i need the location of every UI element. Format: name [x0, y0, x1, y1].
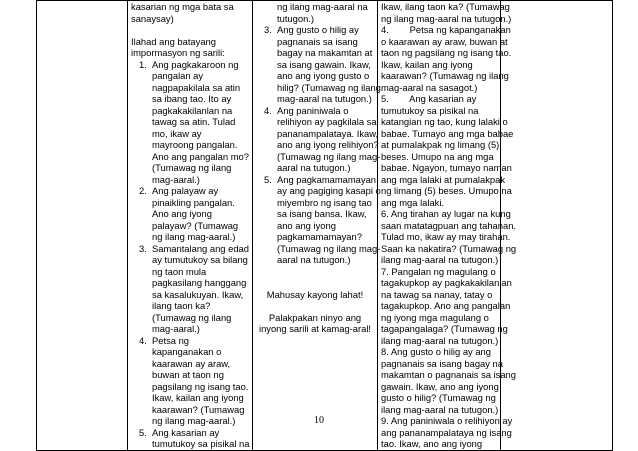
list-line: mayroong pangalan.: [152, 139, 238, 150]
paragraph-line: gusto o hilig? (Tumawag ng: [381, 392, 496, 403]
paragraph-line: Ikaw, ilang taon ka? (Tumawag: [381, 1, 510, 12]
list-line: kaarawan? (Tumawag: [152, 403, 245, 415]
list-line: sa ibang tao. Ito ay: [152, 93, 232, 104]
list-line: ano ang iyong: [277, 219, 336, 231]
list-item-3: 3. Ang gusto o hilig ay: [264, 24, 374, 36]
paragraph-line: babae. Ngayon, tumayo naman: [381, 162, 512, 173]
praise-text: Mahusay kayong lahat!: [266, 288, 364, 300]
list-line: buwan at taon ng: [152, 369, 224, 380]
paragraph-line: katangian ng tao, kung lalaki o: [381, 116, 508, 127]
intro-line: sanaysay): [131, 12, 174, 24]
paragraph-line: tagakupkop. Ano ang pangalan: [381, 300, 511, 311]
paragraph-line: Ikaw, kailan ang iyong: [381, 58, 473, 70]
list-line: ng ilang mag-aaral.): [152, 415, 236, 426]
paragraph-line: beses. Umupo na ang mga: [381, 150, 494, 162]
list-line: (Tumawag ng ilang: [152, 311, 232, 323]
paragraph-line: tumutukoy sa pisikal na: [381, 104, 479, 116]
list-item-5: 5. Ang pagkamamamayan: [264, 174, 374, 186]
paragraph-line: 9. Ang paniniwala o relihiyon ay: [381, 415, 513, 426]
paragraph-line: tao. Ikaw, ano ang iyong: [381, 438, 483, 449]
list-line: pagnanais sa isang: [277, 35, 358, 47]
paragraph-line: ang mga lalaki at pumalakpak: [381, 173, 506, 185]
section-heading: impormasyon ng sarili:: [131, 47, 225, 58]
paragraph-line: ng ilang mag-aaral na tutugon.): [381, 12, 512, 24]
column-2-cell: [128, 1, 253, 451]
paragraph-line: 4. Petsa ng kapanganakan: [381, 24, 511, 35]
paragraph-line: 8. Ang gusto o hilig ay ang: [381, 346, 491, 357]
list-line: ng ilang mag-aaral.): [152, 231, 236, 242]
paragraph-line: pagnanais sa isang bagay na: [381, 357, 503, 369]
paragraph-line: 5. Ang kasarian ay: [381, 93, 477, 104]
list-line: (Tumawag ng ilang: [152, 162, 232, 173]
paragraph-line: ilang mag-aaral na tutugon.): [381, 403, 499, 415]
paragraph-line: gawain. Ikaw, ano ang iyong: [381, 380, 499, 392]
paragraph-line: at pumalakpak ng limang (5): [381, 139, 500, 150]
list-line: pinaikling pangalan.: [152, 196, 235, 208]
list-line: pagkakakilanlan na: [152, 104, 233, 116]
list-line: pagkamamamayan?: [277, 231, 362, 242]
list-line: mag-aaral.): [152, 323, 200, 334]
list-line: ay ang pagiging kasapi o: [277, 185, 381, 196]
list-line: (Tumawag ng ilang mag-: [277, 150, 381, 162]
list-line: Ano ang pangalan mo?: [152, 150, 249, 162]
list-line: tumutukoy sa pisikal na: [152, 438, 250, 449]
applause-text: Palakpakan ninyo ang: [268, 311, 362, 323]
paragraph-line: ang mga lalaki.: [381, 196, 445, 208]
list-item-5: 5. Ang kasarian ay: [139, 427, 249, 439]
paragraph-line: ng iyong mga magulang o: [381, 311, 489, 323]
list-line: pananampalataya. Ikaw,: [277, 127, 379, 139]
column-4-cell: [378, 1, 517, 451]
paragraph-line: babae. Tumayo ang mga babae: [381, 127, 514, 139]
list-line: tawag sa atin. Tulad: [152, 116, 236, 127]
paragraph-line: taon ng pagsilang ng isang tao.: [381, 47, 512, 58]
list-item-2: 2. Ang palayaw ay: [139, 185, 249, 197]
list-line: ng taon mula: [152, 265, 207, 277]
list-line: relihiyon ay pagkilala sa: [277, 116, 377, 127]
paragraph-line: ilang mag-aaral na tutugon.): [381, 254, 499, 265]
paragraph-line: mag-aaral na sasagot.): [381, 81, 478, 93]
list-line: bagay na makamtan at: [277, 47, 373, 58]
paragraph-line: makamtan o pagnanais sa isang: [381, 369, 516, 380]
paragraph-line: Tulad mo, ikaw ay may tirahan.: [381, 231, 511, 242]
list-line: Ikaw, kailan ang iyong: [152, 392, 244, 403]
list-line: Ano ang iyong: [152, 208, 212, 219]
list-line: ilang taon ka?: [152, 300, 211, 311]
list-line: palayaw? (Tumawag: [152, 219, 239, 231]
column-5-cell: [501, 1, 613, 451]
list-line: sa kasalukuyan. Ikaw,: [152, 288, 244, 300]
list-line: tutugon.): [277, 12, 315, 24]
list-line: ano ang iyong gusto o: [277, 70, 370, 81]
list-line: sa isang bansa. Ikaw,: [277, 208, 367, 219]
column-1-cell: [37, 1, 128, 451]
list-item-4: 4. Petsa ng: [139, 335, 249, 347]
column-3-cell: [253, 1, 381, 451]
lesson-table: [36, 0, 613, 451]
table-row: [37, 1, 613, 451]
intro-line: kasarian ng mga bata sa: [131, 1, 234, 12]
list-line: pagkasilang hanggang: [152, 277, 247, 288]
paragraph-line: Saan ka nakatira? (Tumawag ng: [381, 242, 517, 254]
paragraph-line: 7. Pangalan ng magulang o: [381, 265, 496, 277]
paragraph-line: 6. Ang tirahan ay lugar na kung: [381, 208, 511, 219]
list-line: miyembro ng isang tao: [277, 196, 372, 208]
applause-text: inyong sarili at kamag-aral!: [258, 323, 372, 334]
list-line: ay tumutukoy sa bilang: [152, 254, 248, 265]
list-line: aaral na tutugon.): [277, 162, 351, 173]
paragraph-line: kaarawan? (Tumawag ng ilang: [381, 70, 509, 81]
paragraph-line: o kaarawan ay araw, buwan at: [381, 35, 508, 47]
numbered-list: [131, 59, 249, 450]
page-number: 10: [314, 415, 324, 426]
list-item-4: 4. Ang paniniwala o: [264, 105, 374, 117]
list-item-1: 1. Ang pagkakaroon ng: [139, 59, 249, 71]
list-line: ano ang iyong relihiyon?: [277, 139, 379, 150]
list-line: mag-aaral na tutugon.): [277, 93, 372, 104]
paragraph-line: saan matatagpuan ang tahanan.: [381, 219, 517, 231]
list-line: pagsilang ng isang tao.: [152, 380, 249, 392]
paragraph-line: na tawag sa nanay, tatay o: [381, 288, 493, 300]
list-line: mo, ikaw ay: [152, 127, 202, 139]
paragraph-line: ilang mag-aaral na tutugon.): [381, 334, 499, 346]
section-heading: Ilahad ang batayang: [131, 35, 216, 47]
paragraph-line: tagakupkop ay pagkakakilanlan: [381, 277, 512, 288]
list-line: kapanganakan o: [152, 346, 222, 357]
list-line: kaarawan ay araw,: [152, 357, 231, 369]
paragraph-line: tagapangalaga? (Tumawag ng: [381, 323, 508, 334]
numbered-list: [256, 1, 381, 266]
list-line: sa isang gawain. Ikaw,: [277, 58, 371, 70]
list-line: nagpapakilala sa atin: [152, 81, 241, 93]
paragraph-line: ng limang (5) beses. Umupo na: [381, 185, 512, 196]
list-item-3: 3. Samantalang ang edad: [139, 243, 249, 255]
list-line: hilig? (Tumawag ng ilang: [277, 81, 381, 93]
list-line: mag-aaral.): [152, 173, 200, 185]
list-line: ng ilang mag-aaral na: [277, 1, 368, 12]
paragraph-line: ang pananampalataya ng isang: [381, 426, 512, 438]
list-line: (Tumawag ng ilang mag-: [277, 242, 381, 254]
list-line: aaral na tutugon.): [277, 254, 351, 265]
list-line: pangalan ay: [152, 70, 204, 81]
